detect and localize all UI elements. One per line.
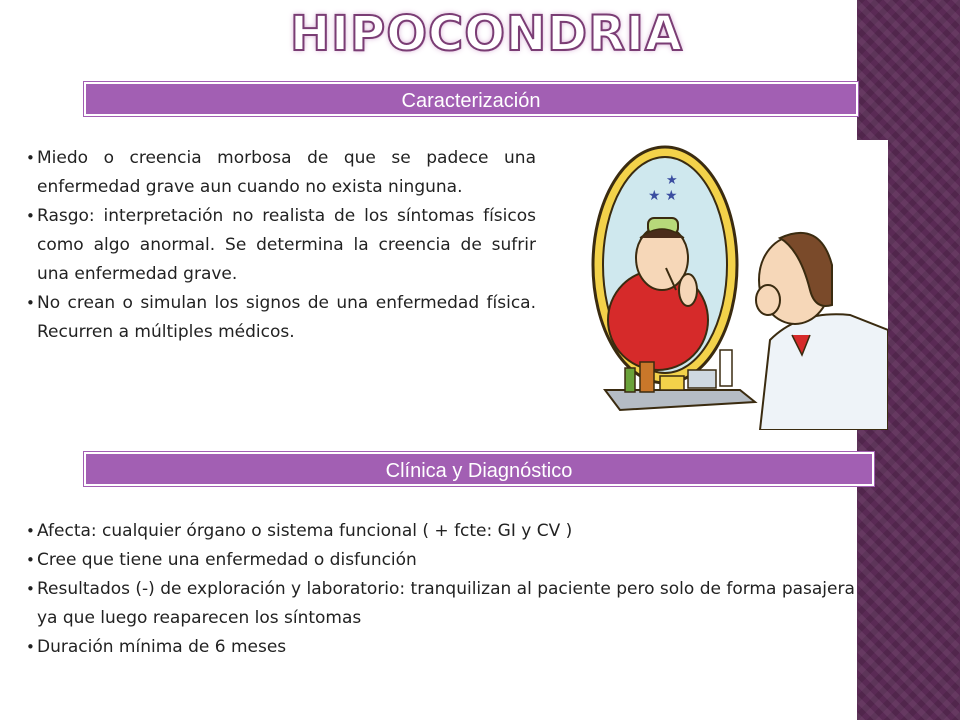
list-item: • Miedo o creencia morbosa de que se padece una enfermedad grave aun cuando no exista ninguna. [26,144,536,202]
man-looking-in-mirror-icon [570,140,888,430]
svg-text:★ ★: ★ ★ [648,188,678,204]
list-item: • Cree que tiene una enfermedad o disfunción [26,546,856,575]
list-item: • Afecta: cualquier órgano o sistema funcional ( + fcte: GI y CV ) [26,517,856,546]
caracterizacion-list [26,144,536,347]
mirror-illustration [570,140,888,430]
section-header-caracterizacion: Caracterización [84,82,858,116]
section-header-clinica-diagnostico: Clínica y Diagnóstico [84,452,874,486]
svg-text:★: ★ [666,173,678,188]
list-item: • Resultados (-) de exploración y laboratorio: tranquilizan al paciente pero solo de forma pasajera ya que luego reaparecen los síntomas [26,575,856,633]
page-title: HIPOCONDRIA [290,6,684,62]
clinica-diagnostico-list [26,517,856,662]
list-item: • Duración mínima de 6 meses [26,633,856,662]
list-item: • No crean o simulan los signos de una enfermedad física. Recurren a múltiples médicos. [26,289,536,347]
list-item: • Rasgo: interpretación no realista de los síntomas físicos como algo anormal. Se determina la creencia de sufrir una enfermedad grave. [26,202,536,289]
